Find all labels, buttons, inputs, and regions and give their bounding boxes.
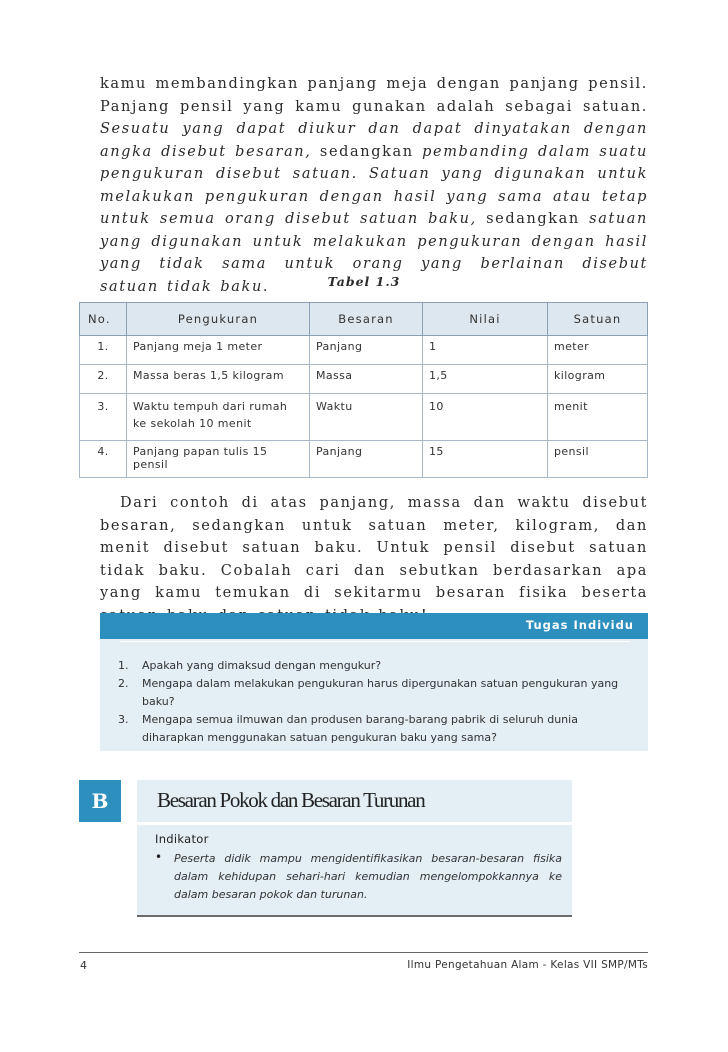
section-title: Besaran Pokok dan Besaran Turunan [157,788,425,812]
header-nilai: Nilai [423,303,548,336]
table-title: Tabel 1.3 [327,274,401,289]
cell-satuan: meter [548,336,648,365]
table-row [80,441,648,478]
item-number: 3. [118,713,129,726]
cell-satuan: kilogram [548,365,648,394]
item-text: Mengapa semua ilmuwan dan produsen barang-barang pabrik di seluruh dunia diharapkan menggunakan satuan pengukuran baku yang sama? [142,713,578,744]
definition-besaran: Sesuatu yang dapat diukur dan dapat dinyatakan dengan angka disebut besaran, [100,121,648,160]
cell-pengukuran: Panjang meja 1 meter [127,336,310,365]
indikator-box [137,825,572,917]
section-letter-badge: B [79,780,121,822]
measurement-table [79,302,648,478]
cell-besaran: Waktu [310,394,423,441]
intro-period: . [262,278,270,295]
footer-book-title: Ilmu Pengetahuan Alam - Kelas VII SMP/MTs [407,959,648,971]
cell-nilai: 10 [423,394,548,441]
header-satuan: Satuan [548,303,648,336]
cell-satuan: pensil [548,441,648,478]
cell-nilai: 1,5 [423,365,548,394]
cell-pengukuran: Panjang papan tulis 15 pensil [127,441,310,478]
cell-nilai: 15 [423,441,548,478]
table-header-row [80,303,648,336]
item-text: Apakah yang dimaksud dengan mengukur? [142,659,382,672]
tugas-individu-box [100,613,648,751]
cell-besaran: Panjang [310,336,423,365]
intro-text-3: sedangkan [486,211,580,227]
tugas-question-list [118,657,638,747]
cell-satuan: menit [548,394,648,441]
indikator-label: Indikator [155,832,209,846]
cell-pengukuran: Massa beras 1,5 kilogram [127,365,310,394]
item-number: 1. [118,659,129,672]
table-row [80,365,648,394]
header-pengukuran: Pengukuran [127,303,310,336]
section-title-bar [137,780,572,822]
intro-text-2: sedangkan [319,143,414,160]
tugas-divider [120,641,630,642]
cell-no: 4. [80,441,127,478]
cell-no: 3. [80,394,127,441]
definition-satuan-baku: pembanding dalam suatu pengukuran disebut satuan. Satuan yang digunakan untuk melakukan pengukuran dengan hasil yang sama atau tetap untuk semua orang disebut satuan baku, [100,143,648,227]
item-number: 2. [118,677,129,690]
header-no: No. [80,303,127,336]
list-item [118,657,638,675]
cell-pengukuran-line1: Waktu tempuh dari rumah [133,400,288,413]
cell-no: 1. [80,336,127,365]
table-row [80,394,648,441]
intro-text-1: kamu membandingkan panjang meja dengan panjang pensil. Panjang pensil yang kamu gunakan adalah sebagai satuan. [100,76,648,115]
cell-no: 2. [80,365,127,394]
item-text: Mengapa dalam melakukan pengukuran harus dipergunakan satuan pengukuran yang baku? [142,677,619,708]
table-row [80,336,648,365]
bullet-icon: • [155,850,163,864]
cell-besaran: Massa [310,365,423,394]
page-number: 4 [80,959,87,972]
intro-paragraph [100,73,648,298]
footer-divider [79,952,648,953]
explanation-paragraph: Dari contoh di atas panjang, massa dan waktu disebut besaran, sedangkan untuk satuan meter, kilogram, dan menit disebut satuan baku. Untuk pensil disebut satuan tidak baku. Cobalah cari dan sebutkan berdasarkan apa yang kamu temukan di sekitarmu besaran fisika beserta [100,495,648,601]
cell-pengukuran-line2: ke sekolah 10 menit [133,417,252,430]
list-item [118,675,638,711]
tugas-title: Tugas Individu [525,618,634,632]
header-besaran: Besaran [310,303,423,336]
tugas-header-bar [100,613,648,639]
cell-besaran: Panjang [310,441,423,478]
cell-pengukuran [127,394,310,441]
indikator-text: Peserta didik mampu mengidentifikasikan besaran-besaran fisika dalam kehidupan sehari-hari kemudian mengelompokkannya ke dalam besaran pokok dan turunan. [174,852,562,901]
list-item [118,711,638,747]
definition-satuan-tidak-baku: satuan yang digunakan untuk melakukan pengukuran dengan hasil yang tidak sama untuk orang yang berlainan disebut satuan tidak baku [100,211,648,295]
cell-nilai: 1 [423,336,548,365]
